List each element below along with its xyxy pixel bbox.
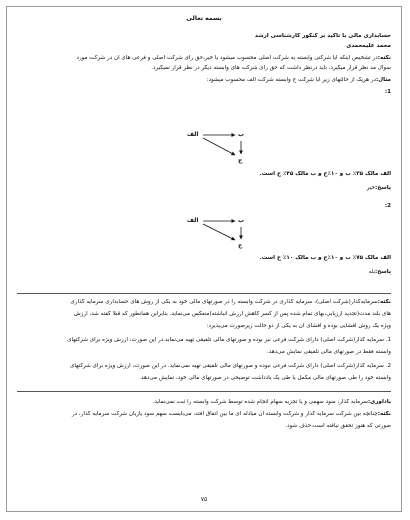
node-jim-2: ج	[238, 242, 243, 249]
note-2-line-5: وابسته فقط در صورتهای مالی تلفیقی نمایش می‌دهد.	[267, 349, 391, 355]
node-jim: ج	[238, 157, 243, 164]
page-title: بسمه تعالی	[186, 15, 222, 22]
answer-value-2: بله	[368, 269, 376, 275]
node-be: ب	[238, 131, 245, 138]
note-2-label: نکته:	[377, 299, 391, 305]
answer-label: پاسخ:	[375, 185, 391, 191]
example-2-answer	[17, 269, 391, 276]
note-2-line-4: 1. سرمایه گذار(شرکت اصلی) دارای شرکت فرعی نیز بوده و صورتهای مالی تلفیقی تهیه می‌نماید.در این صورت، ارزش ویژه برای شرکتهای	[67, 337, 391, 343]
example-2-number: 2:	[384, 203, 391, 209]
example-label: مثال:	[376, 77, 391, 83]
arrow-alef-to-jim-2	[203, 224, 235, 240]
course-title: حسابداری مالی با تاکید بر کنکور کارشناسی ارشد	[254, 33, 391, 39]
note-2-line-6: 2. سرمایه گذار(شرکت اصلی) دارای شرکت فرعی نبوده و صورتهای مالی تلفیقی تهیه نمی‌نماید. در این صورت، ارزش ویژه برای شرکتهای	[69, 363, 391, 369]
section-divider-2	[17, 391, 391, 392]
note-2-text-1: سرمایه‌گذار(شرکت اصلی)، سرمایه گذاری در شرکت وابسته را در صورتهای مالی خود به یکی از روش های حسابداری سرمایه گذاری	[70, 299, 378, 305]
reminder-line-2	[17, 411, 391, 418]
author-name: محمد علیمحمدی	[346, 43, 391, 49]
note-2-line-3: ویژه یک روش افشایی بوده و افشای آن به یکی از دو حالت زیرصورت می‌پذیرد:	[206, 323, 391, 329]
document-page	[6, 6, 402, 512]
answer-label-2: پاسخ:	[375, 269, 391, 275]
reminder-line-1	[17, 399, 391, 406]
node-alef-2: الف	[187, 217, 199, 224]
reminder-label: یادآوری:	[367, 399, 391, 405]
reminder-text-1: سرمایه گذار، سود سهمی و یا تجزیه سهام انجام شده توسط شرکت وابسته را ثبت نمی‌نماید.	[152, 399, 368, 405]
reminder-line-3: صورتی که هنوز تحقق نیافته است،حذف شود.	[285, 423, 391, 429]
node-alef: الف	[187, 131, 199, 138]
example-2-statement: الف مالک ۷۵٪ ب و ۱۰٪ج و ب مالک ۱۰٪ ج است.	[259, 255, 391, 261]
intro-text-1: در تشخیص اینکه آیا شرکتی وابسته به شرکت اصلی محسوب میشود یا خیر،حق رای شرکت اصلی و فرعی های آن در شرکت مورد	[76, 55, 378, 61]
example-1-number: 1:	[384, 89, 391, 95]
note-2-line-7: وابسته خود را طی صورتهای مالی مکمل یا طی یک یادداشت توضیحی در صورتهای مالی خود، نمایش می‌دهد.	[139, 375, 391, 381]
example-1-statement: الف مالک ۳۵٪ ب و ۱۰٪ج و ب مالک ۴۵٪ ج است.	[259, 171, 391, 177]
intro-line-2: سوال مد نظر قرار میگیرد، باید درنظر داشت که حق رای شرکت های وابسته دیگر در نظر قرار نمیگیرد.	[151, 65, 391, 71]
reminder-text-2: چنانچه بین شرکت سرمایه گذار و شرکت وابسته آن مبادله ای ما بین اتفاق افتد، می‌بایست سهم سود یازیان شرکت سرمایه گذار، در	[71, 411, 378, 417]
section-divider-1	[17, 293, 391, 294]
note-2-line-1	[17, 299, 391, 306]
note-2-line-2: های بلند مدت(تجدید ارزیابی،بهای تمام شده پس از کسر کاهش ارزش انباشته)منعکس می‌نماید. بنابراین همانطور که قبلا گفته شد، ارزش	[73, 311, 391, 317]
page-number: ۷۵	[200, 496, 208, 503]
node-be-2: ب	[238, 217, 245, 224]
intro-text-3: در هریک از حالتهای زیر آیا شرکت ج وابسته شرکت الف محسوب میشود:	[206, 77, 377, 83]
answer-value: خیر	[366, 185, 376, 191]
note-3-label: نکته:	[377, 411, 391, 417]
note-label: نکته:	[377, 55, 391, 61]
